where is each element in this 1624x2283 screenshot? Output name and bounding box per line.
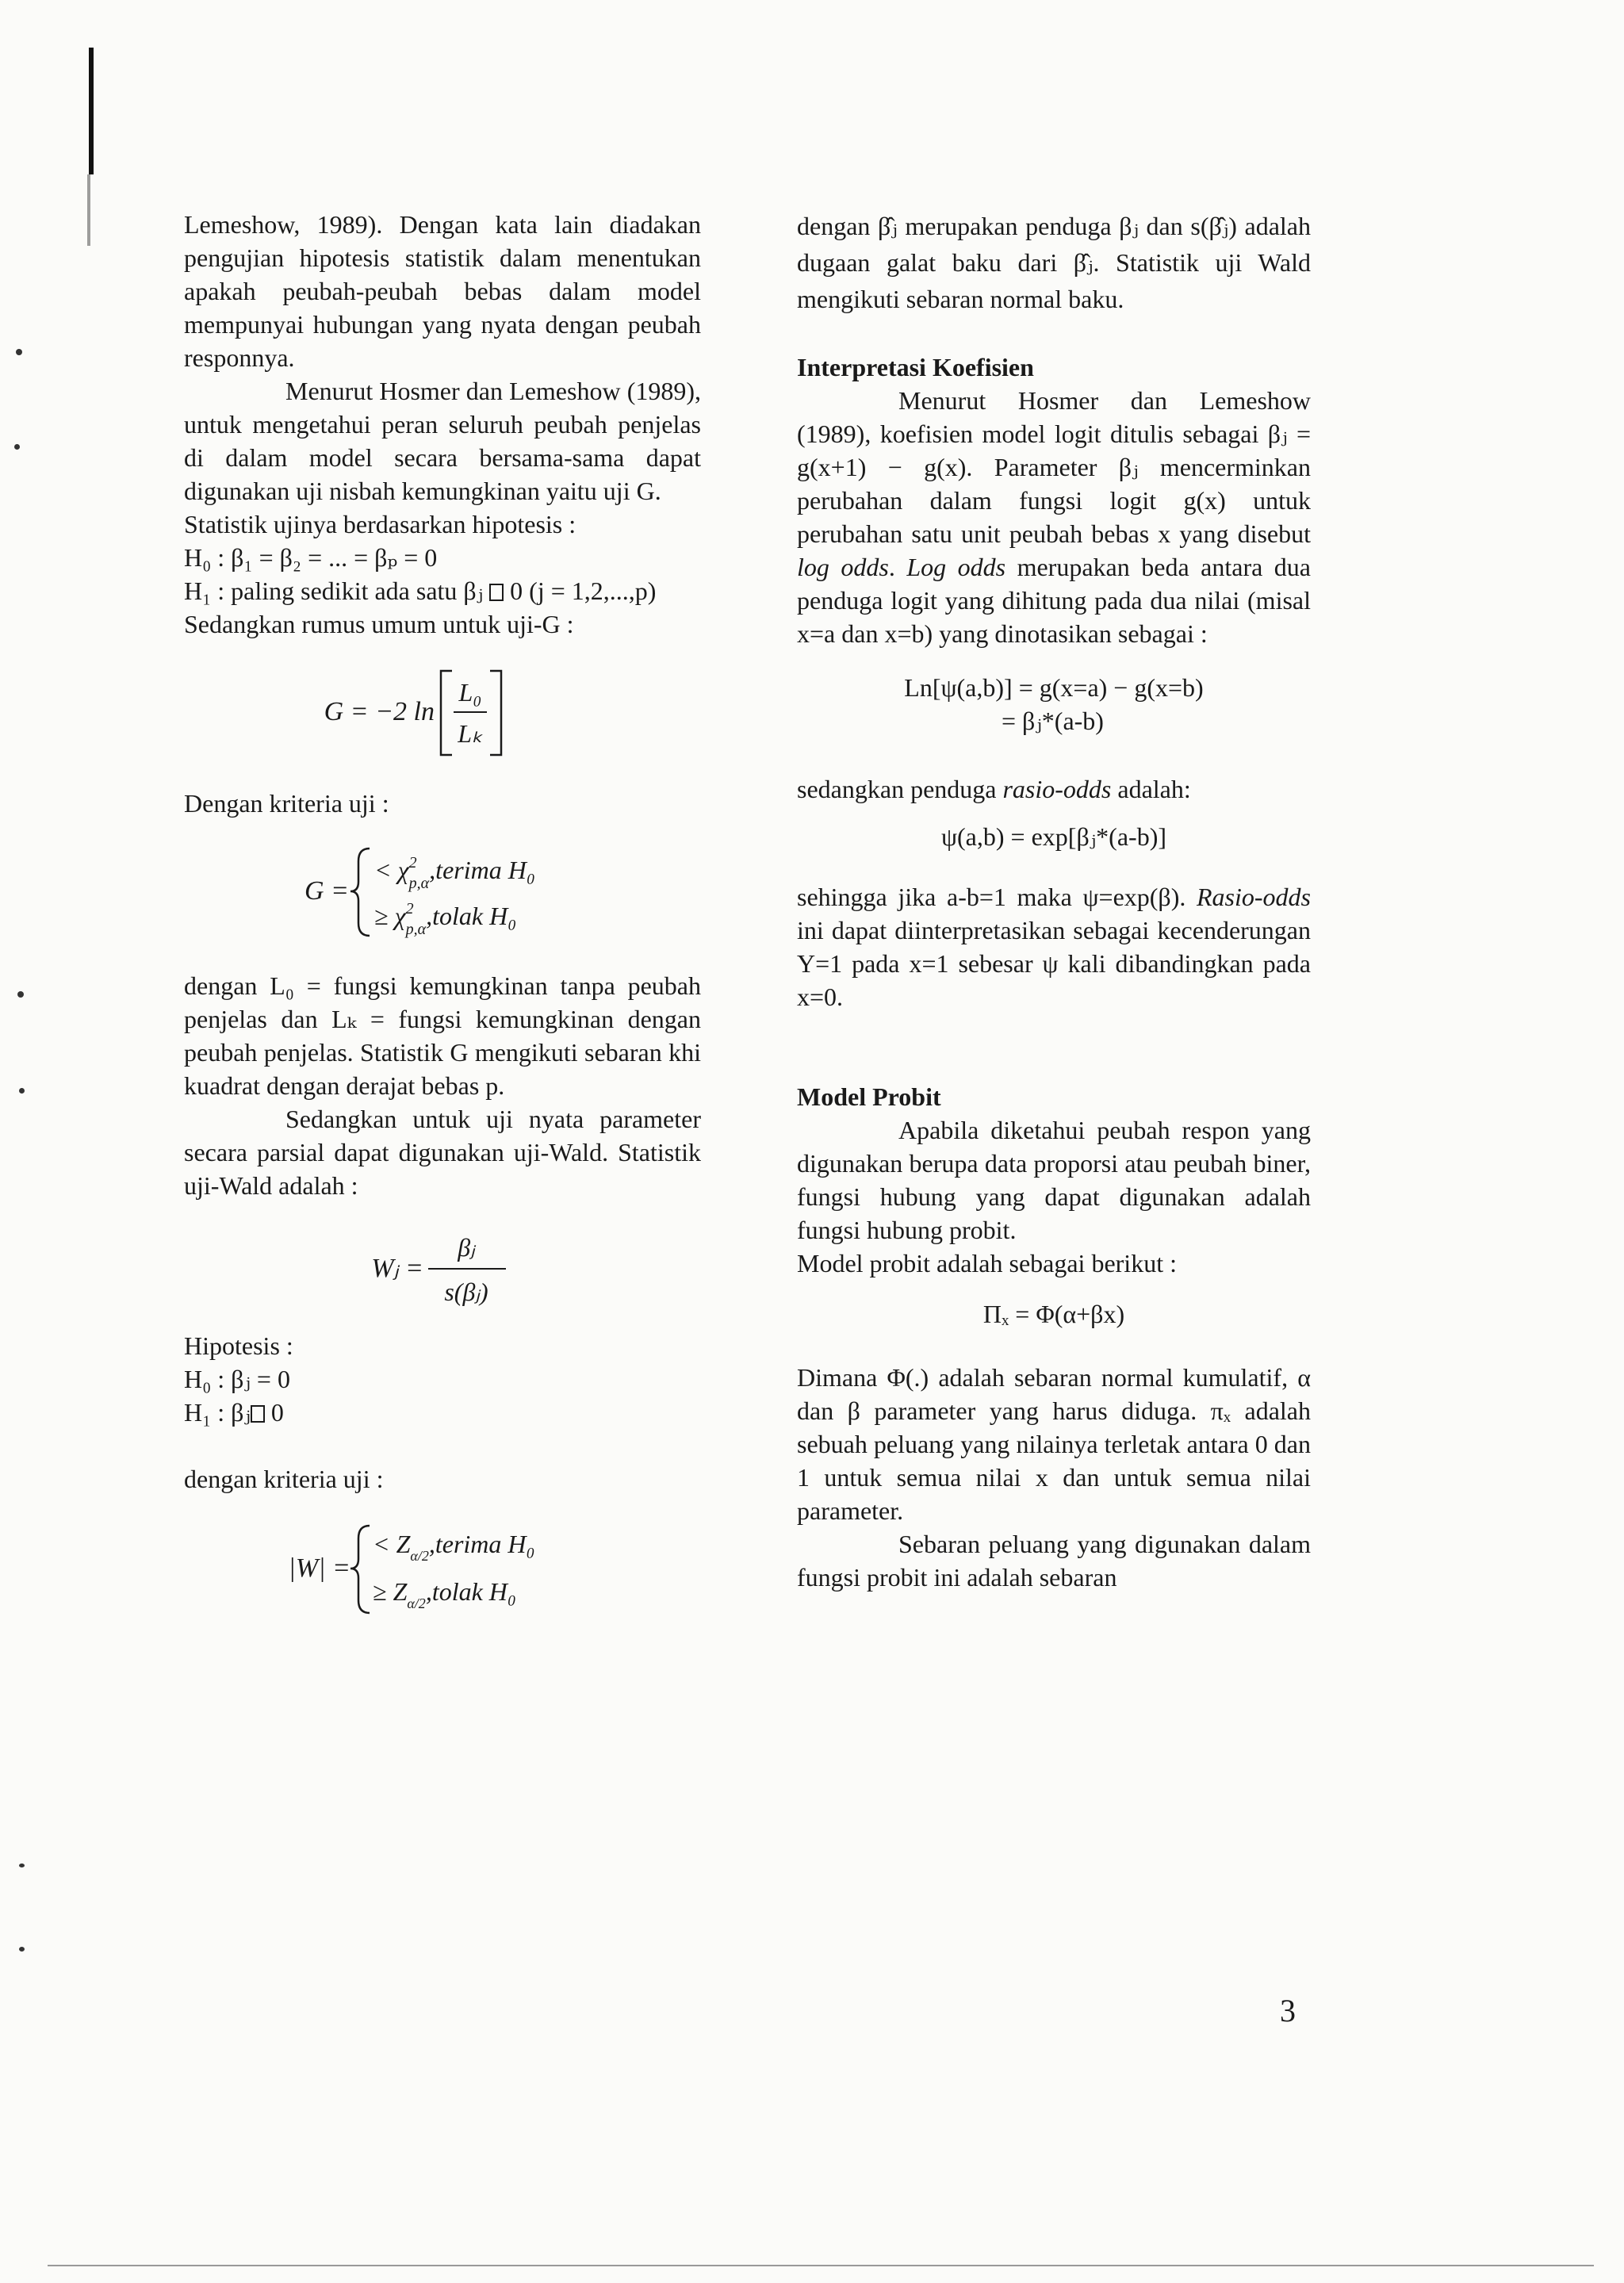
formula-g-lhs: G = −2 ln	[324, 697, 435, 726]
paragraph: Lemeshow, 1989). Dengan kata lain diadakan pengujian hipotesis statistik dalam menentukan apakah peubah-peubah bebas dalam model mempunyai hubungan yang nyata dengan peubah responnya.	[184, 210, 701, 372]
scan-speck	[17, 991, 24, 998]
hypothesis-h0: H₀ : β₁ = β₂ = ... = βₚ = 0	[184, 543, 438, 572]
formula-g-denominator: Lₖ	[458, 719, 483, 748]
svg-text:Wⱼ =: Wⱼ =	[371, 1254, 423, 1283]
paragraph: Sedangkan untuk uji nyata parameter secara parsial dapat digunakan uji-Wald. Statistik uji-Wald adalah :	[184, 1105, 701, 1200]
paragraph: dengan kriteria uji :	[184, 1465, 384, 1493]
svg-text:s(βⱼ): s(βⱼ)	[444, 1277, 488, 1306]
scan-edge-mark	[89, 48, 94, 174]
missing-glyph-box	[489, 584, 504, 601]
paragraph: dengan β̂ⱼ merupakan penduga βⱼ dan s(β̂ⱼ) adalah dugaan galat baku dari β̂ⱼ. Statistik uji Wald mengikuti sebaran normal baku.	[797, 212, 1311, 313]
svg-text:βⱼ: βⱼ	[458, 1233, 475, 1262]
hypothesis-label: Hipotesis :	[184, 1331, 293, 1360]
paragraph: Apabila diketahui peubah respon yang digunakan berupa data proporsi atau peubah biner, fungsi hubung yang dapat digunakan adalah fungsi hubung probit.	[797, 1116, 1311, 1244]
equation-log-odds: Ln[ψ(a,b)] = g(x=a) − g(x=b)	[904, 673, 1204, 702]
paragraph: Menurut Hosmer dan Lemeshow (1989), untuk mengetahui peran seluruh peubah penjelas di dalam model secara bersama-sama dapat digunakan uji nisbah kemungkinan yaitu uji G.	[184, 377, 701, 505]
hypothesis-h1: H₁ : βⱼ 0	[184, 1398, 284, 1427]
section-heading: Interpretasi Koefisien	[797, 353, 1034, 381]
paragraph: Dengan kriteria uji :	[184, 789, 389, 818]
equation-odds-ratio: ψ(a,b) = exp[βⱼ*(a-b)]	[940, 822, 1166, 851]
page-number: 3	[1280, 1993, 1296, 2028]
paragraph: Menurut Hosmer dan Lemeshow (1989), koefisien model logit ditulis sebagai βⱼ = g(x+1) − g(x). Parameter βⱼ mencerminkan perubahan dalam fungsi logit g(x) untuk perubahan satu unit peubah bebas x yang disebut log odds. Log odds merupakan beda antara dua penduga logit yang dihitung pada dua nilai (misal x=a dan x=b) yang dinotasikan sebagai :	[797, 386, 1312, 648]
svg-text:< χ2p,α,terima H₀: < $\chi^2$ p,α,terima H₀	[374, 854, 535, 892]
paragraph: Model probit adalah sebagai berikut :	[797, 1249, 1177, 1277]
paragraph: Sebaran peluang yang digunakan dalam fungsi probit ini adalah sebaran	[797, 1530, 1311, 1592]
formula-wald-criteria	[260, 1511, 625, 1622]
hypothesis-h1: H₁ : paling sedikit ada satu βⱼ 0 (j = 1,2,...,p)	[184, 576, 657, 605]
equation-log-odds-line2: = βⱼ*(a-b)	[1002, 707, 1104, 735]
section-heading: Model Probit	[797, 1082, 941, 1111]
paragraph: Statistik ujinya berdasarkan hipotesis :	[184, 510, 576, 538]
scan-speck	[19, 1088, 25, 1094]
scan-speck	[16, 349, 22, 355]
svg-text:< Zα/2,terima H₀: < $Z_{\alpha/2},terima$ H₀	[373, 1530, 535, 1564]
scan-bottom-line	[48, 2265, 1594, 2266]
scan-speck	[19, 1864, 25, 1867]
formula-g-criteria	[276, 834, 609, 945]
scan-edge-mark	[87, 174, 90, 246]
svg-text:G =: G =	[304, 876, 349, 906]
scan-speck	[19, 1947, 25, 1952]
paragraph: sehingga jika a-b=1 maka ψ=exp(β). Rasio-odds ini dapat diinterpretasikan sebagai kecenderungan Y=1 pada x=1 sebesar ψ kali dibandingkan pada x=0.	[797, 883, 1311, 1011]
paragraph: dengan L₀ = fungsi kemungkinan tanpa peubah penjelas dan Lₖ = fungsi kemungkinan dengan peubah penjelas. Statistik G mengikuti sebaran khi kuadrat dengan derajat bebas p.	[184, 971, 701, 1100]
left-column	[184, 208, 701, 1622]
svg-text:|W| =: |W| =	[288, 1553, 350, 1583]
formula-g-numerator: L₀	[458, 678, 482, 707]
paragraph: Dimana Φ(.) adalah sebaran normal kumulatif, α dan β parameter yang harus diduga. πₓ adalah sebuah peluang yang nilainya terletak antara 0 dan 1 untuk semua nilai x dan untuk semua nilai parameter.	[797, 1363, 1311, 1525]
hypothesis-h0: H₀ : βⱼ = 0	[184, 1365, 290, 1393]
formula-g	[276, 652, 609, 771]
paragraph: Sedangkan rumus umum untuk uji-G :	[184, 610, 574, 638]
equation-probit: Πₓ = Φ(α+βx)	[982, 1300, 1125, 1328]
missing-glyph-box	[251, 1405, 265, 1423]
svg-text:≥ χ2p,α,tolak H₀: ≥ $\chi^2$ p,α,tolak H₀	[374, 900, 517, 938]
paragraph: sedangkan penduga rasio-odds adalah:	[797, 775, 1191, 803]
svg-text:≥ Zα/2,tolak H₀: ≥ $Z_{\alpha/2},tolak$ H₀	[373, 1577, 517, 1611]
right-column	[797, 208, 1311, 1594]
scan-speck	[14, 444, 20, 450]
formula-wald	[276, 1215, 609, 1326]
